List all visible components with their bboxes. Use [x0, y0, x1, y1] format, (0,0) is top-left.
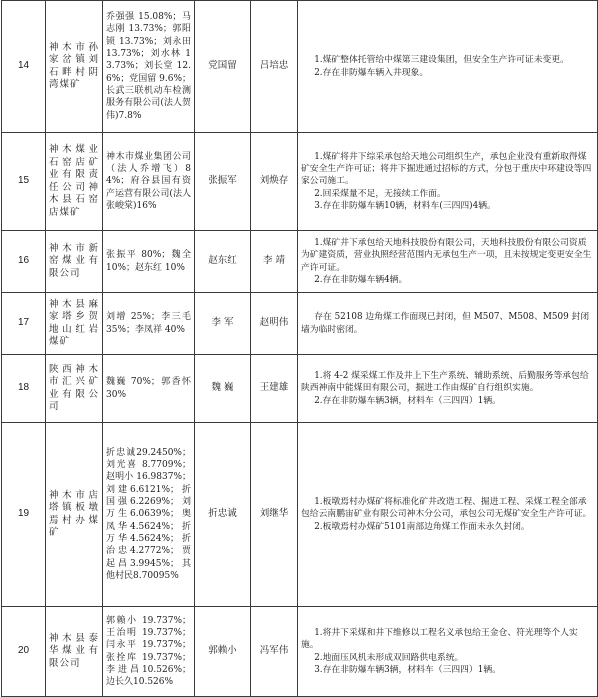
- issue-line: 1.煤矿整体托管给中煤第三建设集团，但安全生产许可证未变更。: [314, 55, 569, 66]
- issue-line: 2.存在非防爆车辆入井现象。: [314, 67, 429, 78]
- mine-manager: 赵明伟: [251, 293, 298, 355]
- mine-name: 神木市孙家岔镇刘石畔村阴湾煤矿: [46, 1, 103, 133]
- legal-representative: 魏 巍: [195, 355, 251, 423]
- mine-name: 神木县泰华煤业有限公司: [46, 607, 103, 697]
- table-row: [2, 355, 598, 423]
- issue-line: 1.煤矿井下承包给天地科技股份有限公司，天地科技股份有限公司资质为矿建资质，营业执照经营范围内无承包生产一项，且未按规定变更安全生产许可证。: [301, 237, 592, 273]
- legal-representative: 党国留: [195, 1, 251, 133]
- mine-manager: 刘焕存: [251, 133, 298, 231]
- shareholders: 郭赖小 19.737%；王治明 19.737%；闫永平 19.737%；张拴库 19.737%；李进昌10.526%；边长久10.526%: [103, 607, 195, 697]
- issues-cell: [298, 355, 598, 423]
- table-row: [2, 231, 598, 293]
- table-row: [2, 1, 598, 133]
- shareholders: 张振平 80%；魏全 10%；赵东红 10%: [103, 231, 195, 293]
- row-number: 17: [2, 293, 46, 355]
- row-number: 19: [2, 423, 46, 607]
- shareholders: 刘增 25%；李三毛 35%；李凤祥 40%: [103, 293, 195, 355]
- mine-manager: 刘继华: [251, 423, 298, 607]
- issue-line: 1.板墩焉村办煤矿将标准化矿井改造工程、掘进工程、采煤工程全部承包给云南鹏宙矿业有限公司神木分公司，承包公司无煤矿安全生产许可证。: [301, 497, 592, 520]
- mine-name: 神木市店塔镇板墩焉村办煤矿: [46, 423, 103, 607]
- row-number: 15: [2, 133, 46, 231]
- mine-name: 神木市新窑煤业有限公司: [46, 231, 103, 293]
- legal-representative: 李 军: [195, 293, 251, 355]
- row-number: 14: [2, 1, 46, 133]
- table-body: [2, 1, 598, 697]
- issues-cell: [298, 423, 598, 607]
- issues-cell: [298, 607, 598, 697]
- issues-cell: [298, 231, 598, 293]
- mine-name: 神木煤业石窑店矿业有限责任公司神木县石窑店煤矿: [46, 133, 103, 231]
- legal-representative: 折忠诚: [195, 423, 251, 607]
- issue-line: 1.将井下采煤和井下维修以工程名义承包给王金仓、符光理等个人实施。: [301, 627, 578, 651]
- mine-manager: 王建雄: [251, 355, 298, 423]
- issue-line: 1.煤矿将井下综采承包给天地公司组织生产，承包企业没有重新取得煤矿安全生产许可证；将井下掘进通过招标的方式，分包于重庆中环建设等四家公司施工。: [301, 151, 592, 187]
- table-row: [2, 293, 598, 355]
- issues-cell: [298, 1, 598, 133]
- mine-manager: 李 靖: [251, 231, 298, 293]
- row-number: 20: [2, 607, 46, 697]
- issue-line: 3.存在非防爆车辆3辆，材料车（三四四）1辆。: [314, 664, 501, 675]
- mine-list-table: [1, 0, 598, 697]
- shareholders: 魏巍 70%；郭香怀 30%: [103, 355, 195, 423]
- issue-line: 2.板墩焉村办煤矿5101南部边角煤工作面未永久封闭。: [314, 521, 530, 532]
- issue-line: 存在 52108 边角煤工作面现已封闭，但 M507、M508、M509 封闭墙为临时密闭。: [301, 312, 590, 335]
- issue-line: 1.将 4-2 煤采煤工作及井上下生产系统、辅助系统、后勤服务等承包给陕西神南中能煤田有限公司，掘进工作由煤矿自行组织实施。: [301, 371, 589, 394]
- issue-line: 3.存在非防爆车辆10辆，材料车(三四四)4辆。: [314, 200, 496, 211]
- shareholders: 神木市煤业集团公司（法人乔增飞）84%；府谷县国有资产运营有限公司(法人张峻棠)16%: [103, 133, 195, 231]
- table-row: [2, 423, 598, 607]
- shareholders: 折忠诚29.2450%；刘光喜 8.7709%；赵明小 16.9837%；刘建6.6121%；折国强6.2269%；刘万生6.0639%；奥凤华4.5624%；折万华4.5624%；折治忠4.2772%；贾起昌3.9945%；其他村民8.70095%: [103, 423, 195, 607]
- mine-name: 陕西神木市汇兴矿业有限公司: [46, 355, 103, 423]
- issue-line: 2.回采煤量不足，无接续工作面。: [314, 188, 446, 199]
- legal-representative: 郭赖小: [195, 607, 251, 697]
- row-number: 16: [2, 231, 46, 293]
- mine-manager: 吕培忠: [251, 1, 298, 133]
- table-row: [2, 133, 598, 231]
- issue-line: 2.存在非防爆车辆3辆，材料车（三四四）1辆。: [314, 395, 501, 406]
- issue-line: 2.存在非防爆车辆4辆。: [314, 274, 408, 285]
- mine-manager: 冯军伟: [251, 607, 298, 697]
- legal-representative: 张振军: [195, 133, 251, 231]
- issue-line: 2.地面压风机未形成双回路供电系统。: [314, 652, 464, 663]
- legal-representative: 赵东红: [195, 231, 251, 293]
- issues-cell: [298, 133, 598, 231]
- shareholders: 乔强强 15.08%；马志刚 13.73%；郭阳锁 13.73%；刘永田 13.73%；刘水林 13.73%；刘长堂 12.6%；党国留 9.6%；长武三联机动车检测服务有限公司(法人贺伟)7.8%: [103, 1, 195, 133]
- row-number: 18: [2, 355, 46, 423]
- table-row: [2, 607, 598, 697]
- issues-cell: [298, 293, 598, 355]
- mine-name: 神木县麻家塔乡贺地山红岩煤矿: [46, 293, 103, 355]
